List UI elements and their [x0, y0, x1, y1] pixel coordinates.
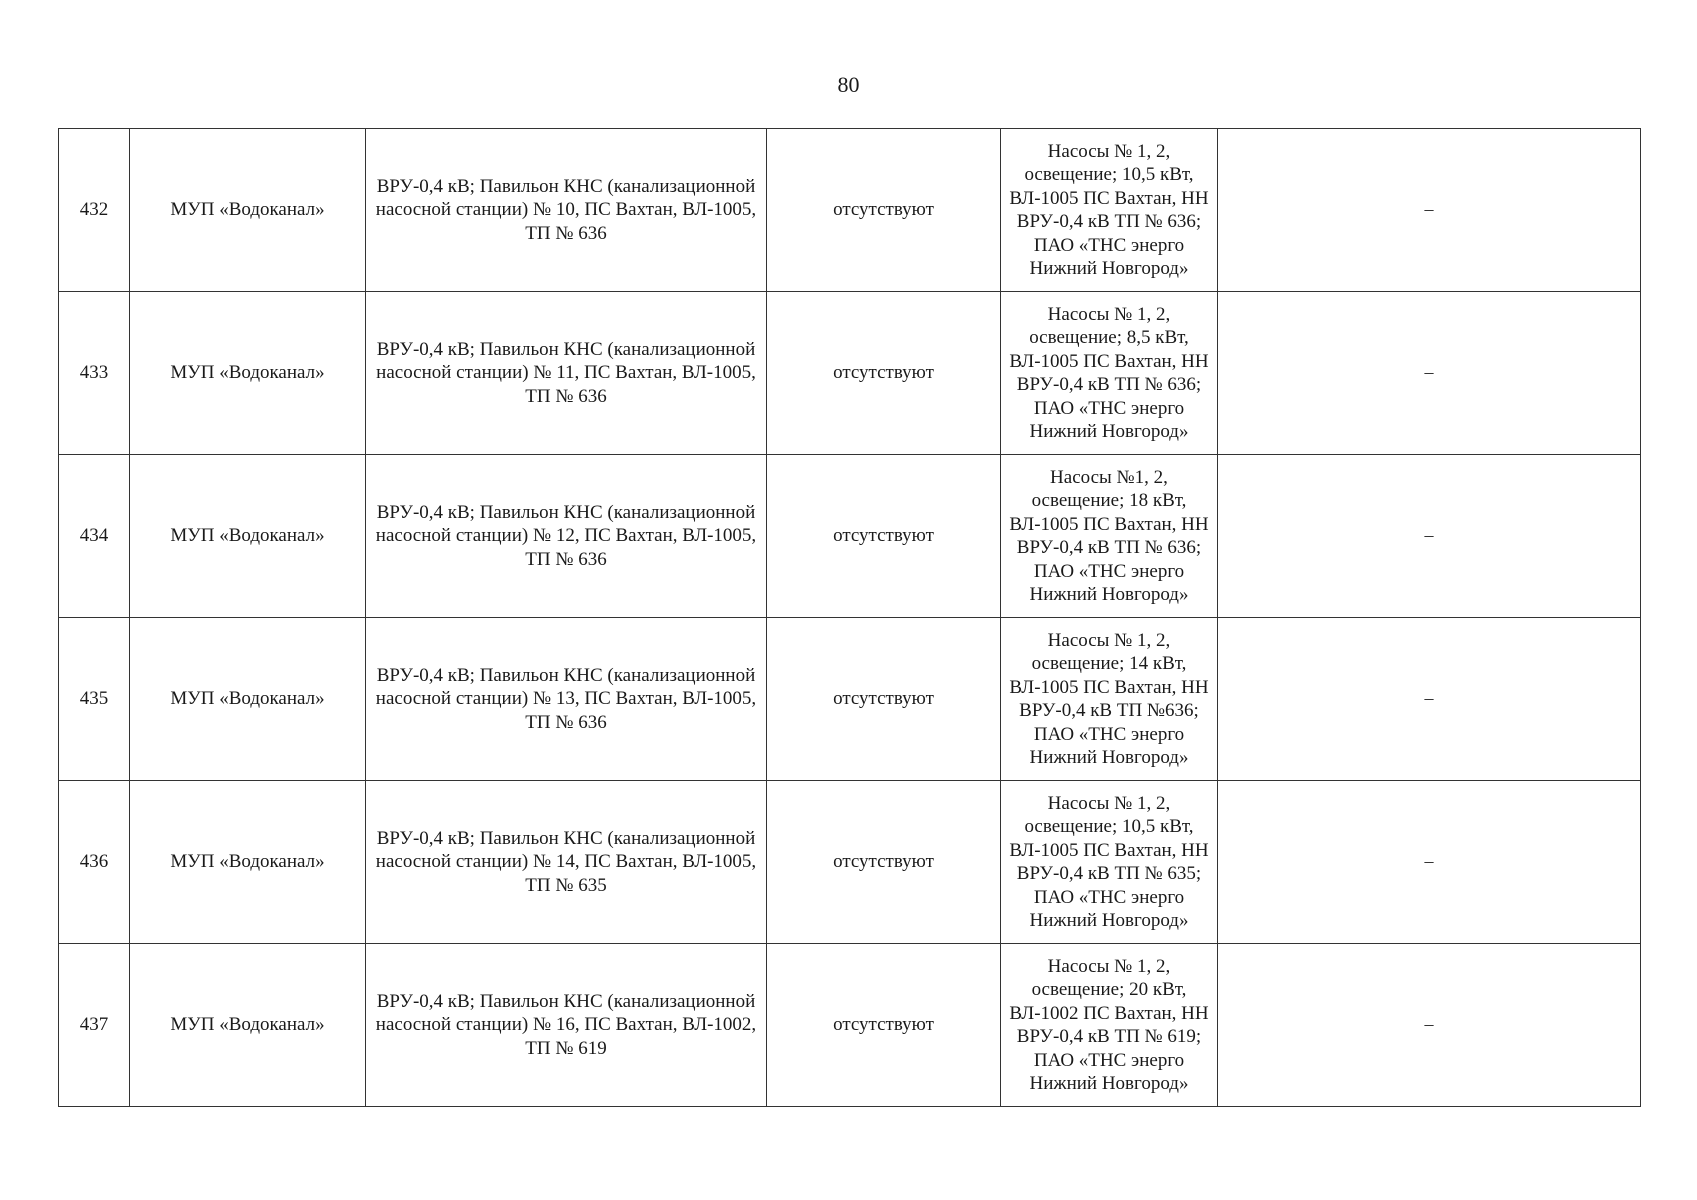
row-number-cell: 433: [59, 292, 130, 455]
row-number-cell: 437: [59, 944, 130, 1107]
object-cell: ВРУ-0,4 кВ; Павильон КНС (канализационной насосной станции) № 11, ПС Вахтан, ВЛ-1005, ТП № 636: [366, 292, 767, 455]
row-number-cell: 435: [59, 618, 130, 781]
details-cell: Насосы №1, 2, освещение; 18 кВт, ВЛ-1005 ПС Вахтан, НН ВРУ-0,4 кВ ТП № 636; ПАО «ТНС энерго Нижний Новгород»: [1001, 455, 1218, 618]
status-cell: отсутствуют: [767, 781, 1001, 944]
note-cell: –: [1218, 129, 1641, 292]
table-row: [59, 781, 1641, 944]
details-cell: Насосы № 1, 2, освещение; 10,5 кВт, ВЛ-1005 ПС Вахтан, НН ВРУ-0,4 кВ ТП № 635; ПАО «ТНС энерго Нижний Новгород»: [1001, 781, 1218, 944]
organization-cell: МУП «Водоканал»: [130, 129, 366, 292]
details-cell: Насосы № 1, 2, освещение; 10,5 кВт, ВЛ-1005 ПС Вахтан, НН ВРУ-0,4 кВ ТП № 636; ПАО «ТНС энерго Нижний Новгород»: [1001, 129, 1218, 292]
table-body: [59, 129, 1641, 1107]
status-cell: отсутствуют: [767, 129, 1001, 292]
data-table: [58, 128, 1641, 1107]
status-cell: отсутствуют: [767, 455, 1001, 618]
organization-cell: МУП «Водоканал»: [130, 455, 366, 618]
organization-cell: МУП «Водоканал»: [130, 292, 366, 455]
row-number-cell: 436: [59, 781, 130, 944]
status-cell: отсутствуют: [767, 944, 1001, 1107]
note-cell: –: [1218, 781, 1641, 944]
row-number-cell: 432: [59, 129, 130, 292]
table-row: [59, 618, 1641, 781]
object-cell: ВРУ-0,4 кВ; Павильон КНС (канализационной насосной станции) № 16, ПС Вахтан, ВЛ-1002, ТП № 619: [366, 944, 767, 1107]
note-cell: –: [1218, 944, 1641, 1107]
details-cell: Насосы № 1, 2, освещение; 8,5 кВт, ВЛ-1005 ПС Вахтан, НН ВРУ-0,4 кВ ТП № 636; ПАО «ТНС энерго Нижний Новгород»: [1001, 292, 1218, 455]
note-cell: –: [1218, 455, 1641, 618]
object-cell: ВРУ-0,4 кВ; Павильон КНС (канализационной насосной станции) № 13, ПС Вахтан, ВЛ-1005, ТП № 636: [366, 618, 767, 781]
note-cell: –: [1218, 618, 1641, 781]
organization-cell: МУП «Водоканал»: [130, 781, 366, 944]
table-row: [59, 944, 1641, 1107]
organization-cell: МУП «Водоканал»: [130, 618, 366, 781]
row-number-cell: 434: [59, 455, 130, 618]
table-row: [59, 129, 1641, 292]
object-cell: ВРУ-0,4 кВ; Павильон КНС (канализационной насосной станции) № 14, ПС Вахтан, ВЛ-1005, ТП № 635: [366, 781, 767, 944]
page-number: 80: [837, 72, 860, 97]
status-cell: отсутствуют: [767, 292, 1001, 455]
table-row: [59, 455, 1641, 618]
details-cell: Насосы № 1, 2, освещение; 14 кВт, ВЛ-1005 ПС Вахтан, НН ВРУ-0,4 кВ ТП №636; ПАО «ТНС энерго Нижний Новгород»: [1001, 618, 1218, 781]
status-cell: отсутствуют: [767, 618, 1001, 781]
object-cell: ВРУ-0,4 кВ; Павильон КНС (канализационной насосной станции) № 12, ПС Вахтан, ВЛ-1005, ТП № 636: [366, 455, 767, 618]
note-cell: –: [1218, 292, 1641, 455]
object-cell: ВРУ-0,4 кВ; Павильон КНС (канализационной насосной станции) № 10, ПС Вахтан, ВЛ-1005, ТП № 636: [366, 129, 767, 292]
organization-cell: МУП «Водоканал»: [130, 944, 366, 1107]
details-cell: Насосы № 1, 2, освещение; 20 кВт, ВЛ-1002 ПС Вахтан, НН ВРУ-0,4 кВ ТП № 619; ПАО «ТНС энерго Нижний Новгород»: [1001, 944, 1218, 1107]
table-row: [59, 292, 1641, 455]
